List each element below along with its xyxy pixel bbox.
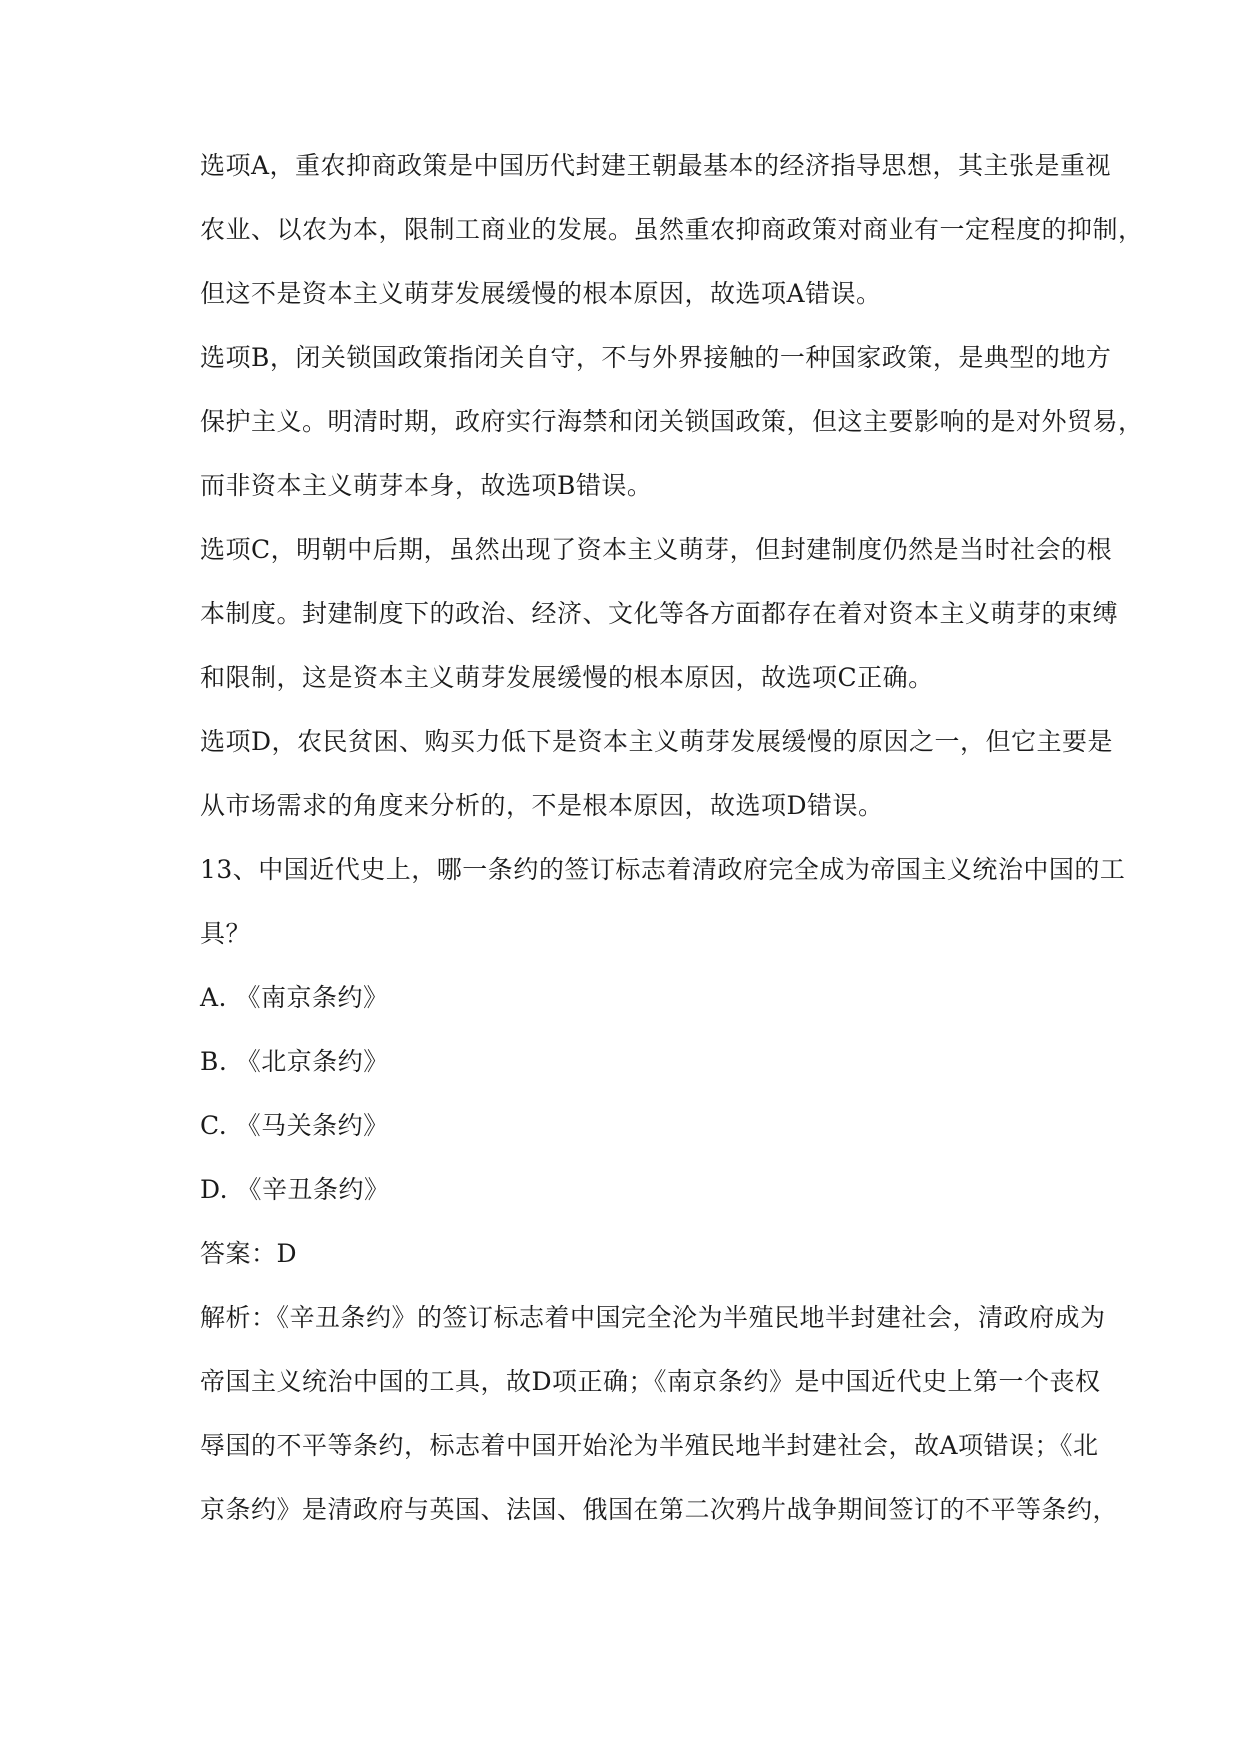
text-line: 从市场需求的角度来分析的，不是根本原因，故选项D错误。 — [200, 791, 884, 820]
option-d: D. 《辛丑条约》 — [200, 1175, 390, 1204]
text-line: 选项B，闭关锁国政策指闭关自守，不与外界接触的一种国家政策，是典型的地方 — [200, 343, 1112, 372]
option-c: C. 《马关条约》 — [200, 1111, 389, 1140]
text-line: 选项C，明朝中后期，虽然出现了资本主义萌芽，但封建制度仍然是当时社会的根 — [200, 535, 1113, 564]
text-line: 但这不是资本主义萌芽发展缓慢的根本原因，故选项A错误。 — [200, 279, 882, 308]
text-line: 农业、以农为本，限制工商业的发展。虽然重农抑商政策对商业有一定程度的抑制， — [200, 215, 1144, 244]
question-text: 具？ — [200, 919, 252, 948]
explanation-text: 帝国主义统治中国的工具，故D项正确；《南京条约》是中国近代史上第一个丧权 — [200, 1367, 1101, 1396]
question-text: 13、中国近代史上，哪一条约的签订标志着清政府完全成为帝国主义统治中国的工 — [200, 855, 1126, 884]
explanation-text: 辱国的不平等条约，标志着中国开始沦为半殖民地半封建社会，故A项错误；《北 — [200, 1431, 1099, 1460]
text-line: 选项D，农民贫困、购买力低下是资本主义萌芽发展缓慢的原因之一，但它主要是 — [200, 727, 1114, 756]
option-a: A. 《南京条约》 — [200, 983, 389, 1012]
explanation-text: 京条约》是清政府与英国、法国、俄国在第二次鸦片战争期间签订的不平等条约， — [200, 1495, 1119, 1524]
text-line: 和限制，这是资本主义萌芽发展缓慢的根本原因，故选项C正确。 — [200, 663, 934, 692]
text-line: 保护主义。明清时期，政府实行海禁和闭关锁国政策，但这主要影响的是对外贸易， — [200, 407, 1144, 436]
explanation-text: 解析：《辛丑条约》的签订标志着中国完全沦为半殖民地半封建社会，清政府成为 — [200, 1303, 1106, 1332]
text-line: 选项A，重农抑商政策是中国历代封建王朝最基本的经济指导思想，其主张是重视 — [200, 151, 1112, 180]
option-b: B. 《北京条约》 — [200, 1047, 389, 1076]
text-line: 而非资本主义萌芽本身，故选项B错误。 — [200, 471, 653, 500]
text-line: 本制度。封建制度下的政治、经济、文化等各方面都存在着对资本主义萌芽的束缚 — [200, 599, 1119, 628]
answer-line: 答案：D — [200, 1239, 298, 1268]
